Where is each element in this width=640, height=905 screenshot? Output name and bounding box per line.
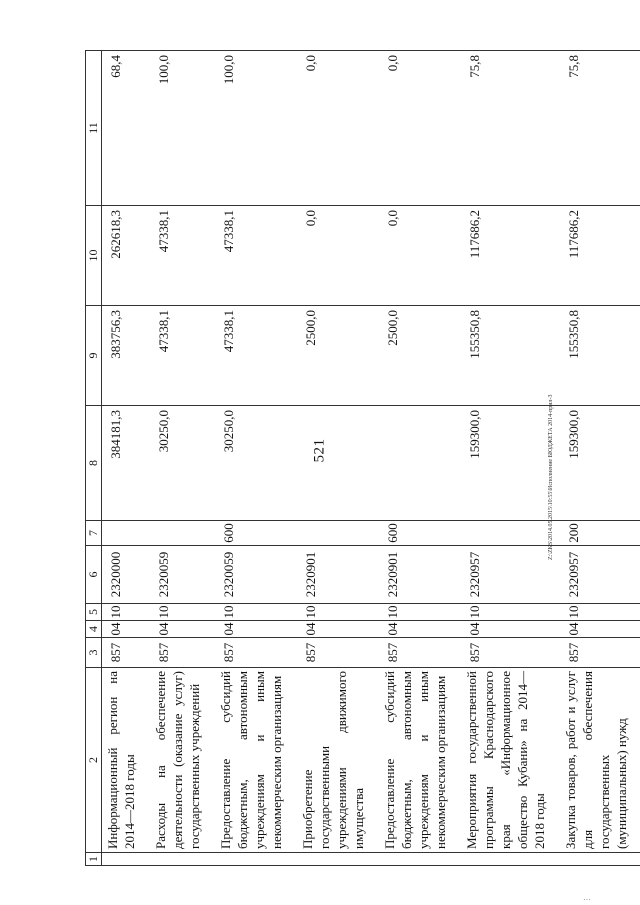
column-header: 7 bbox=[86, 521, 102, 546]
table-row bbox=[150, 51, 215, 866]
row-name: Приобретение государственными учреждениями движимого имущества bbox=[297, 668, 379, 853]
cell-c4: 04 bbox=[102, 621, 151, 638]
cell-c7 bbox=[461, 521, 560, 546]
column-header: 6 bbox=[86, 546, 102, 604]
cell-c10: 117686,2 bbox=[560, 206, 640, 306]
row-name: Информационный регион на 2014—2018 годы bbox=[102, 668, 151, 853]
cell-c6: 2320901 bbox=[379, 546, 461, 604]
cell-c7 bbox=[297, 521, 379, 546]
column-header: 9 bbox=[86, 306, 102, 406]
cell-c9: 383756,3 bbox=[102, 306, 151, 406]
cell-c11: 0,0 bbox=[379, 51, 461, 206]
cell-c3: 857 bbox=[379, 638, 461, 668]
row-name: Предоставление субсидий бюджетным, автономным учреждениям и иным некоммерческим организациям bbox=[379, 668, 461, 853]
cell-c8: 30250,0 bbox=[215, 406, 297, 521]
table-row bbox=[297, 51, 379, 866]
cell-c9: 155350,8 bbox=[560, 306, 640, 406]
table-row bbox=[560, 51, 640, 866]
page-number: 521 bbox=[311, 438, 328, 463]
cell-c6: 2320957 bbox=[560, 546, 640, 604]
header-row bbox=[86, 51, 102, 866]
row-name: Закупка товаров, работ и услуг для обеспечения государственных (муниципальных) нужд bbox=[560, 668, 640, 853]
row-name: Расходы на обеспечение деятельности (оказание услуг) государственных учреждений bbox=[150, 668, 215, 853]
cell-c11: 0,0 bbox=[297, 51, 379, 206]
cell-c7: 600 bbox=[379, 521, 461, 546]
cell-c5: 10 bbox=[461, 604, 560, 621]
row-name: Предоставление субсидий бюджетным, автономным учреждениям и иным некоммерческим организациям bbox=[215, 668, 297, 853]
cell-c4: 04 bbox=[560, 621, 640, 638]
cell-c9: 2500,0 bbox=[297, 306, 379, 406]
cell-c4: 04 bbox=[461, 621, 560, 638]
column-header: 1 bbox=[86, 853, 102, 866]
cell-c5: 10 bbox=[560, 604, 640, 621]
cell-c9: 2500,0 bbox=[379, 306, 461, 406]
cell-c4: 04 bbox=[297, 621, 379, 638]
cell-c8 bbox=[297, 406, 379, 521]
cell-c5: 10 bbox=[297, 604, 379, 621]
cell-c10: 262618,3 bbox=[102, 206, 151, 306]
cell-c11: 100,0 bbox=[150, 51, 215, 206]
cell-c7: 600 bbox=[215, 521, 297, 546]
row-name: Мероприятия государственной программы Краснодарского края «Информационное общество Кубани» на 2014—2018 годы bbox=[461, 668, 560, 853]
cell-c3: 857 bbox=[297, 638, 379, 668]
cell-c3: 857 bbox=[102, 638, 151, 668]
cell-c5: 10 bbox=[379, 604, 461, 621]
cell-c6: 2320957 bbox=[461, 546, 560, 604]
cell-c6: 2320059 bbox=[215, 546, 297, 604]
cell-c10: 47338,1 bbox=[150, 206, 215, 306]
column-header: 8 bbox=[86, 406, 102, 521]
cell-c9: 155350,8 bbox=[461, 306, 560, 406]
cell-c11: 75,8 bbox=[461, 51, 560, 206]
column-header: 10 bbox=[86, 206, 102, 306]
cell-c11: 100,0 bbox=[215, 51, 297, 206]
cell-c9: 47338,1 bbox=[215, 306, 297, 406]
cell-c3: 857 bbox=[215, 638, 297, 668]
cell-c6: 2320000 bbox=[102, 546, 151, 604]
cell-c6: 2320059 bbox=[150, 546, 215, 604]
cell-c8: 159300,0 bbox=[560, 406, 640, 521]
corner-mark: … bbox=[583, 893, 591, 902]
cell-c9: 47338,1 bbox=[150, 306, 215, 406]
column-header: 4 bbox=[86, 621, 102, 638]
file-path-note: Z:\ZKS\2014.05.2015\10:55\Исполнение БЮДЖЕТА 2014-прил-3 bbox=[548, 394, 554, 560]
budget-table bbox=[85, 50, 640, 866]
column-header: 11 bbox=[86, 51, 102, 206]
column-header: 5 bbox=[86, 604, 102, 621]
cell-c10: 0,0 bbox=[297, 206, 379, 306]
table-row bbox=[379, 51, 461, 866]
cell-c3: 857 bbox=[461, 638, 560, 668]
cell-c3: 857 bbox=[560, 638, 640, 668]
table-row bbox=[215, 51, 297, 866]
cell-c10: 0,0 bbox=[379, 206, 461, 306]
cell-c10: 47338,1 bbox=[215, 206, 297, 306]
cell-c4: 04 bbox=[215, 621, 297, 638]
column-header: 2 bbox=[86, 668, 102, 853]
table-row bbox=[461, 51, 560, 866]
cell-c11: 68,4 bbox=[102, 51, 151, 206]
cell-c11: 75,8 bbox=[560, 51, 640, 206]
cell-c8: 159300,0 bbox=[461, 406, 560, 521]
cell-c5: 10 bbox=[215, 604, 297, 621]
cell-c7 bbox=[150, 521, 215, 546]
cell-c6: 2320901 bbox=[297, 546, 379, 604]
cell-c4: 04 bbox=[379, 621, 461, 638]
cell-c8: 30250,0 bbox=[150, 406, 215, 521]
cell-c8 bbox=[379, 406, 461, 521]
table-row bbox=[102, 51, 151, 866]
cell-c10: 117686,2 bbox=[461, 206, 560, 306]
cell-c7 bbox=[102, 521, 151, 546]
cell-c5: 10 bbox=[102, 604, 151, 621]
cell-c7: 200 bbox=[560, 521, 640, 546]
cell-c3: 857 bbox=[150, 638, 215, 668]
cell-c4: 04 bbox=[150, 621, 215, 638]
column-header: 3 bbox=[86, 638, 102, 668]
cell-c8: 384181,3 bbox=[102, 406, 151, 521]
cell-c5: 10 bbox=[150, 604, 215, 621]
